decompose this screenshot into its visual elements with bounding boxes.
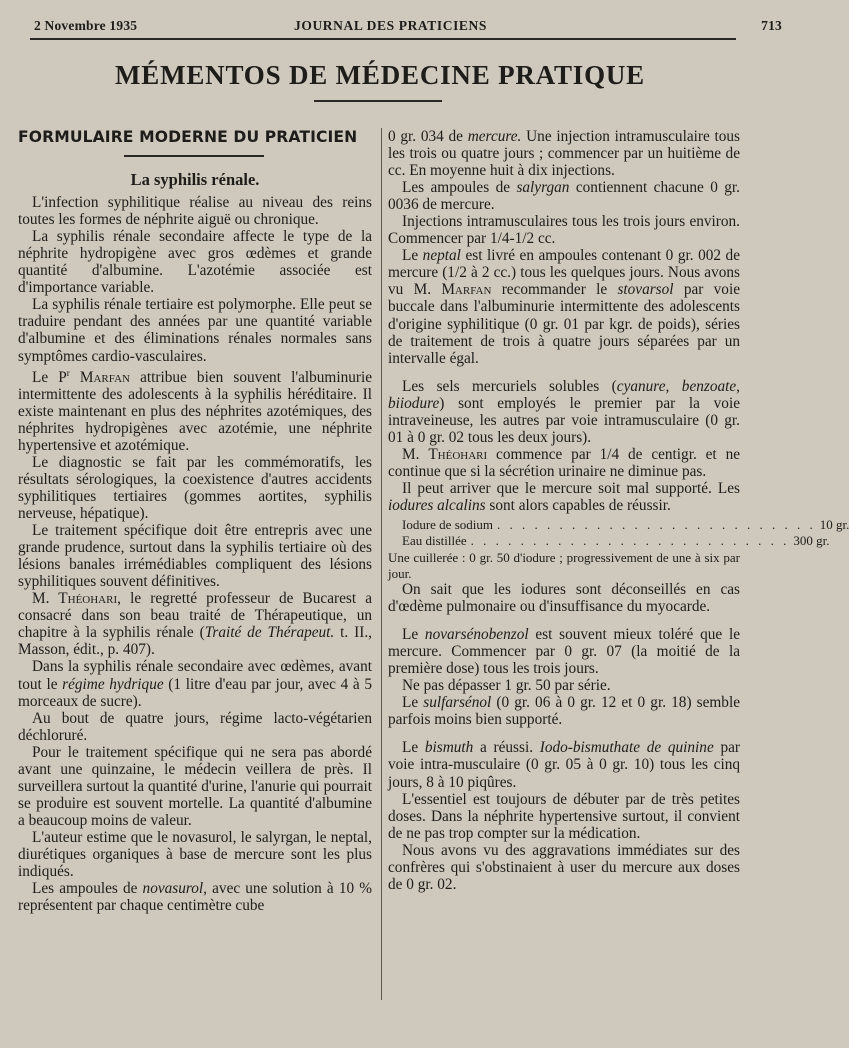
section-title: FORMULAIRE MODERNE DU PRATICIEN <box>18 128 358 146</box>
author-name: M. Théohari <box>32 590 118 608</box>
paragraph: Les sels mercuriels solubles (cyanure, benzoate, biiodure) sont employés le premier par la voie intraveineuse, les autres par voie intramusculaire (0 gr. 01 à 0 gr. 02 tous les deux jours). <box>388 377 740 446</box>
right-column <box>388 128 849 893</box>
header-page-number: 713 <box>761 18 782 33</box>
paragraph: La syphilis rénale tertiaire est polymorphe. Elle peut se traduire pendant des années par une quantité variable d'albumine et des éliminations rénales normales sans symptômes cardio-vasculaires. <box>18 296 372 365</box>
paragraph: Dans la syphilis rénale secondaire avec œdèmes, avant tout le régime hydrique (1 litre d'eau par jour, avec 4 à 5 morceaux de sucre). <box>18 658 372 710</box>
prescription-list <box>402 517 849 548</box>
running-header <box>18 14 782 36</box>
paragraph: Injections intramusculaires tous les trois jours environ. Commencer par 1/4-1/2 cc. <box>388 213 740 248</box>
section-rule <box>124 155 264 157</box>
paragraph: Il peut arriver que le mercure soit mal supporté. Les iodures alcalins sont alors capables de réussir. <box>388 479 740 514</box>
header-date: 2 Novembre 1935 <box>34 18 138 33</box>
prescription-row: Iodure de sodium . . . . . . . . . . . . . . . . . . . . . . . . . . 10 gr. <box>402 517 849 533</box>
paragraph: 0 gr. 034 de mercure. Une injection intramusculaire tous les trois ou quatre jours ; commencer par un huitième de cc. En moyenne huit à dix injections. <box>388 128 740 180</box>
page-title: MÉMENTOS DE MÉDECINE PRATIQUE <box>114 60 645 90</box>
paragraph: L'essentiel est toujours de débuter par de très petites doses. Dans la néphrite hypertensive surtout, il convient de ne pas trop compter sur la médication. <box>388 790 740 842</box>
paragraph: Les ampoules de salyrgan contiennent chacune 0 gr. 0036 de mercure. <box>388 179 740 214</box>
paragraph: Le diagnostic se fait par les commémoratifs, les résultats sérologiques, la coexistence d'autres accidents syphilitiques tertiaires (gommes aortites, syphilis nerveuse, hépatique). <box>18 453 372 523</box>
paragraph: L'auteur estime que le novasurol, le salyrgan, le neptal, diurétiques organiques à base de mercure sont les plus indiqués. <box>18 828 372 881</box>
author-name: Marfan <box>441 281 492 299</box>
prescription-note: Une cuillerée : 0 gr. 50 d'iodure ; progressivement de une à six par jour. <box>388 550 740 581</box>
header-journal-name: JOURNAL DES PRATICIENS <box>294 18 487 33</box>
paragraph: La syphilis rénale secondaire affecte le type de la néphrite hydropigène avec gros œdèmes et grande quantité d'albumine. L'azotémie associée est d'importance variable. <box>18 228 372 297</box>
paragraph: M. Théohari commence par 1/4 de centigr. et ne continue que si la sécrétion urinaire ne diminue pas. <box>388 445 741 480</box>
left-column <box>18 125 372 914</box>
paragraph: Le novarsénobenzol est souvent mieux toléré que le mercure. Commencer par 0 gr. 07 (la moitié de la première dose) tous les trois jours. <box>388 626 740 678</box>
title-rule <box>314 100 442 102</box>
author-name: Théohari <box>428 445 488 463</box>
paragraph: M. Théohari, le regretté professeur de Bucarest a consacré dans son beau traité de Thérapeutique, un chapitre à la syphilis rénale (Traité de Thérapeut. t. II., Masson, édit., p. 407). <box>18 590 372 659</box>
paragraph: L'infection syphilitique réalise au niveau des reins toutes les formes de néphrite aiguë ou chronique. <box>18 194 372 229</box>
prescription-row: Eau distillée . . . . . . . . . . . . . . . . . . . . . . . . . . 300 gr. <box>402 532 830 548</box>
paragraph: Les ampoules de novasurol, avec une solution à 10 % représentent par chaque centimètre cube <box>18 880 372 915</box>
author-name: Marfan <box>79 368 130 386</box>
paragraph: Le sulfarsénol (0 gr. 06 à 0 gr. 12 et 0 gr. 18) semble parfois moins bien supporté. <box>388 694 740 729</box>
header-rule <box>30 38 736 40</box>
paragraph: Nous avons vu des aggravations immédiates sur des confrères qui s'obstinaient à user du mercure aux doses de 0 gr. 02. <box>388 841 740 893</box>
section-subtitle: La syphilis rénale. <box>130 170 260 190</box>
column-divider <box>381 128 382 1000</box>
paragraph: Le traitement spécifique doit être entrepris avec une grande prudence, surtout dans la syphilis tertiaire où des lésions banales irrémédiables compliquent des lésions syphilitiques souvent définitives. <box>18 522 372 591</box>
paragraph: Le bismuth a réussi. Iodo-bismuthate de quinine par voie intra-musculaire (0 gr. 05 à 0 gr. 10) tous les cinq jours, 8 à 10 piqûres. <box>388 739 740 791</box>
paragraph: Au bout de quatre jours, régime lacto-végétarien déchloruré. <box>18 709 372 744</box>
paragraph: Le neptal est livré en ampoules contenant 0 gr. 002 de mercure (1/2 à 2 cc.) tous les quelques jours. Nous avons vu M. Marfan recommander le stovarsol par voie buccale dans l'albuminurie intermittente des adolescents d'origine syphilitique (0 gr. 01 par kgr. de poids), séries de traitement de trois à quatre jours séparées par un intervalle égal. <box>388 247 740 367</box>
paragraph: Pour le traitement spécifique qui ne sera pas abordé avant une quinzaine, le médecin veillera de près. Il surveillera surtout la quantité d'urine, l'anurie qui pourrait se produire est souvent mortelle. La quantité d'albumine a beaucoup moins de valeur. <box>18 743 372 829</box>
paragraph: Ne pas dépasser 1 gr. 50 par série. <box>402 677 611 695</box>
paragraph: On sait que les iodures sont déconseillés en cas d'œdème pulmonaire ou d'insuffisance du myocarde. <box>388 581 740 616</box>
paragraph: Le $P^r$ Marfan attribue bien souvent l'albuminurie intermittente des adolescents à la syphilis héréditaire. Il existe maintenant en plus des néphrites azotémiques, des néphrites hydropigènes avec azotémie, une néphrite hypertensive et azotémique. <box>18 367 372 454</box>
